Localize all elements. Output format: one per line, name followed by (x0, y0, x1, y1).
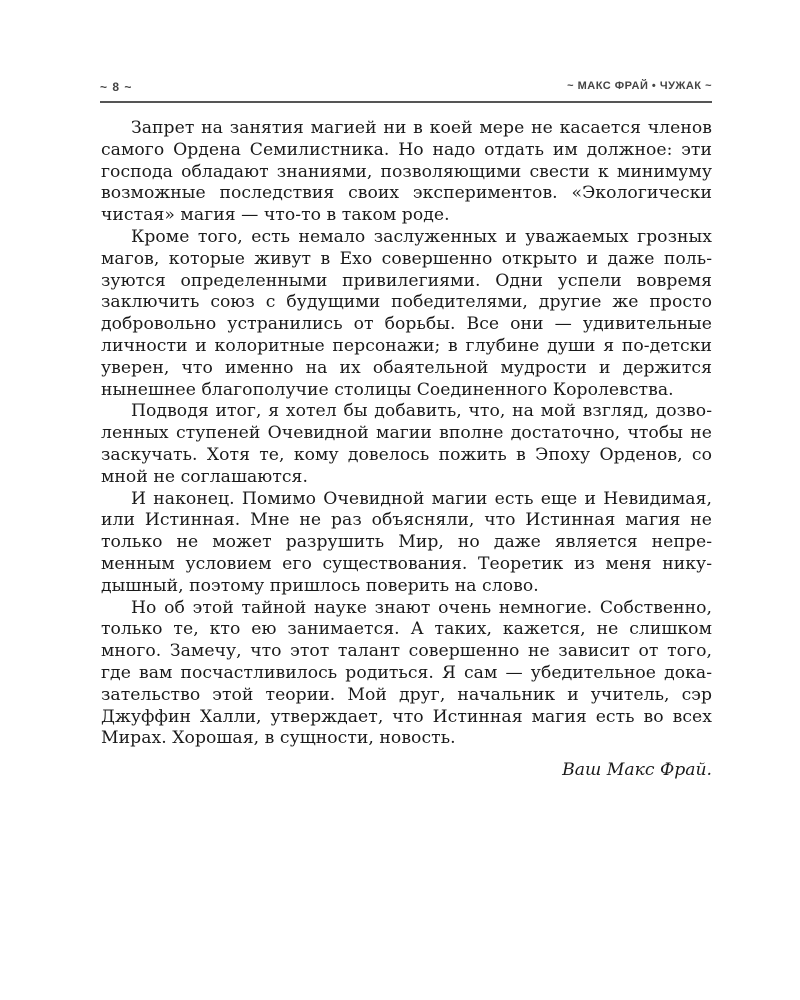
paragraph: Но об этой тайной науке знают очень немногие. Собственно, только те, кто ею занимается. А таких, кажется, не слишком много. Замечу, что этот талант совершенно не зависит от того, где вам посчастливилось родиться. Я сам — убедительное доказательство этой теории. Мой друг, начальник и учитель, сэр Джуффин Халли, утверждает, что Истинная магия есть во всех Мирах. Хорошая, в сущности, новость. (101, 597, 712, 749)
body-text (101, 118, 712, 782)
signature: Ваш Макс Фрай. (562, 760, 712, 781)
running-head: ~ МАКС ФРАЙ • ЧУЖАК ~ (567, 80, 712, 92)
paragraph: Запрет на занятия магией ни в коей мере не касается членов самого Ордена Семилистника. Но надо отдать им должное: эти господа обладают знаниями, позволяющими свести к минимуму возможные последствия своих экспериментов. «Экологически чистая» магия — что-то в таком роде. (101, 118, 712, 226)
page-header (100, 80, 712, 100)
paragraph: Подводя итог, я хотел бы добавить, что, на мой взгляд, дозволенных ступеней Очевидной магии вполне достаточно, чтобы не заскучать. Хотя те, кому довелось пожить в Эпоху Орденов, со мной не соглашаются. (101, 401, 712, 487)
paragraph: И наконец. Помимо Очевидной магии есть еще и Невидимая, или Истинная. Мне не раз объясняли, что Истинная магия не только не может разрушить Мир, но даже является непременным условием его существования. Теоретик из меня никудышный, поэтому пришлось поверить на слово. (101, 488, 712, 596)
paragraph: Кроме того, есть немало заслуженных и уважаемых грозных магов, которые живут в Ехо совершенно открыто и даже пользуются определенными привилегиями. Одни успели вовремя заключить союз с будущими победителями, другие же просто добровольно устранились от борьбы. Все они — удивительные личности и колоритные персонажи; в глубине души я по-детски уверен, что именно на их обаятельной мудрости и держится нынешнее благополучие столицы Соединенного Королевства. (101, 226, 712, 400)
page-number: ~ 8 ~ (100, 80, 133, 94)
header-rule (100, 101, 712, 103)
